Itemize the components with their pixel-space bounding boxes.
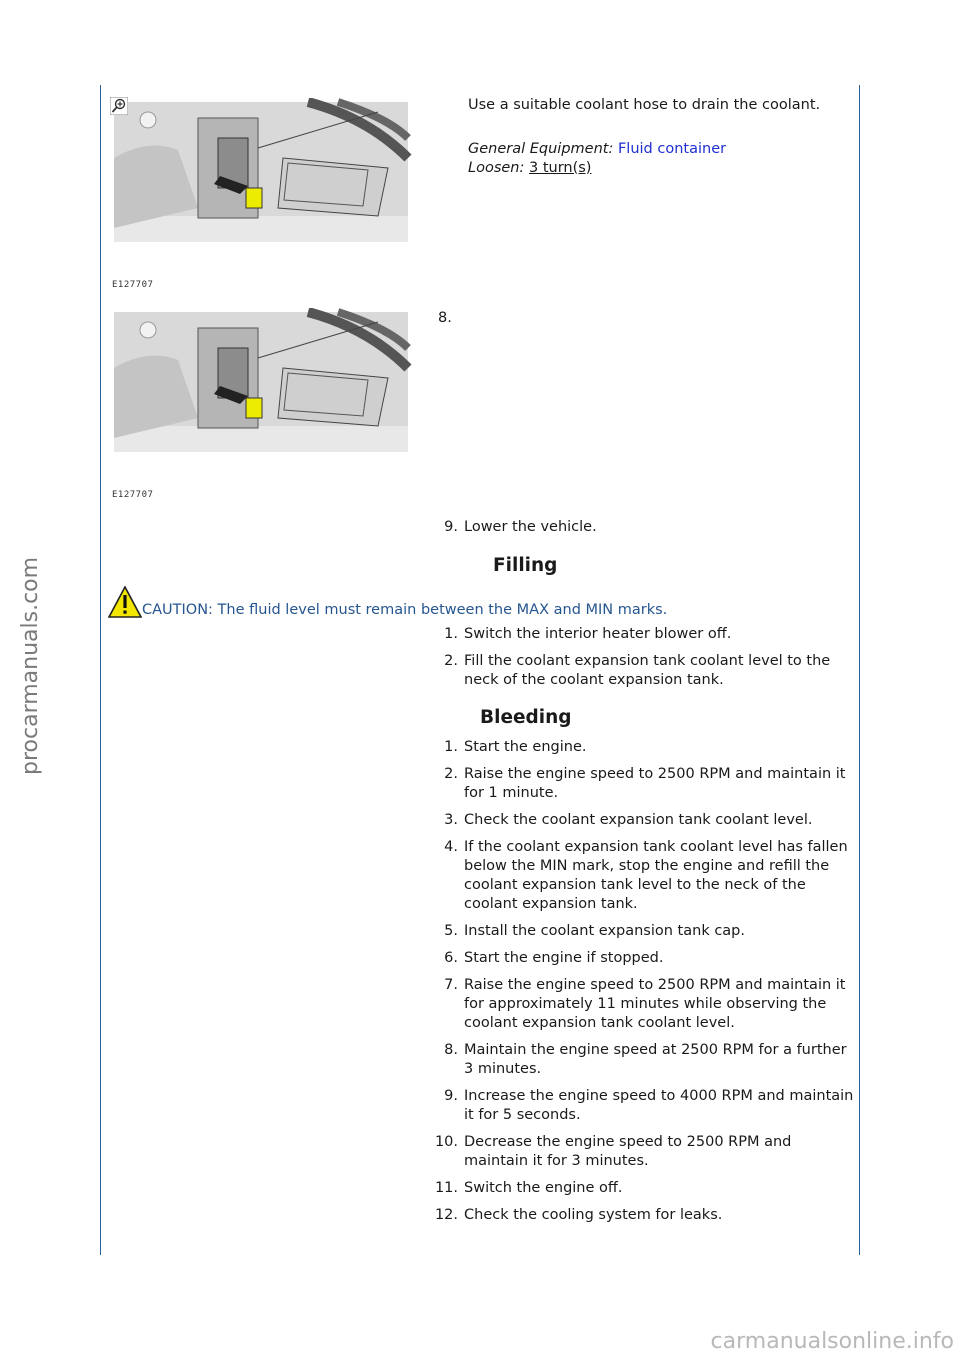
list-item [420,738,860,757]
list-item-text: Switch the engine off. [464,1180,623,1196]
list-item [420,765,860,803]
list-item-number: 2. [444,653,458,669]
caution-text: CAUTION: The fluid level must remain between the MAX and MIN marks. [142,602,668,618]
figure-1 [108,98,414,298]
figure-2 [108,308,414,508]
filling-steps [420,625,860,698]
list-item [420,1041,860,1079]
list-item-text: If the coolant expansion tank coolant level has fallen below the MIN mark, stop the engine and refill the coolant expansion tank level to the neck of the coolant expansion tank. [464,839,848,912]
list-item-text: Lower the vehicle. [464,519,597,535]
list-item-number: 1. [444,739,458,755]
list-item-number: 5. [444,923,458,939]
side-watermark-text: procarmanuals.com [18,556,43,775]
bleeding-heading: Bleeding [480,707,572,728]
list-item-number: 12. [434,1207,458,1223]
loosen-label: Loosen: [468,160,525,176]
loosen-line [468,159,858,178]
list-item-text: Maintain the engine speed at 2500 RPM for a further 3 minutes. [464,1042,847,1077]
list-item-number: 6. [444,950,458,966]
step-instruction: Use a suitable coolant hose to drain the coolant. [468,97,821,113]
figure-2-illustration [108,308,414,458]
list-item-text: Switch the interior heater blower off. [464,626,732,642]
list-item-number: 2. [444,766,458,782]
figure-1-label: E127707 [112,280,154,290]
step-8-number: 8. [438,310,452,326]
list-item-number: 9. [444,519,458,535]
list-item-text: Check the coolant expansion tank coolant level. [464,812,813,828]
list-item [420,1179,860,1198]
list-item-text: Raise the engine speed to 2500 RPM and maintain it for 1 minute. [464,766,846,801]
footer-watermark: carmanualsonline.info [710,1329,954,1354]
list-item-text: Raise the engine speed to 2500 RPM and maintain it for approximately 11 minutes while observing the coolant expansion tank coolant level. [464,977,846,1031]
list-item [420,838,860,914]
list-item-number: 11. [434,1180,458,1196]
list-item-text: Increase the engine speed to 4000 RPM and maintain it for 5 seconds. [464,1088,854,1123]
list-item [420,949,860,968]
list-item-number: 10. [434,1134,458,1150]
list-item-text: Start the engine if stopped. [464,950,664,966]
equipment-link[interactable]: Fluid container [617,141,727,157]
list-item-number: 9. [444,1088,458,1104]
equipment-label: General Equipment: [468,141,614,157]
caution-notice [108,586,828,620]
list-item-text: Start the engine. [464,739,587,755]
left-margin-rule [100,85,101,1255]
list-item-number: 7. [444,977,458,993]
list-item-number: 4. [444,839,458,855]
figure-1-illustration [108,98,414,248]
list-item-text: Fill the coolant expansion tank coolant level to the neck of the coolant expansion tank. [464,653,831,688]
list-item [420,652,860,690]
filling-heading: Filling [493,555,558,576]
bleeding-steps [420,738,860,1233]
list-item [420,1087,860,1125]
magnify-plus-icon[interactable] [110,97,128,115]
list-item [420,1133,860,1171]
list-item [420,1206,860,1225]
list-item [420,976,860,1033]
list-item-text: Install the coolant expansion tank cap. [464,923,745,939]
list-item-text: Check the cooling system for leaks. [464,1207,723,1223]
warning-triangle-icon [108,586,142,618]
list-item [420,518,860,537]
step-9 [420,518,860,537]
list-item [420,811,860,830]
equipment-line [468,140,858,159]
list-item-number: 3. [444,812,458,828]
list-item [420,922,860,941]
side-watermark [18,556,238,775]
list-item [420,625,860,644]
figure-2-label: E127707 [112,490,154,500]
list-item-number: 1. [444,626,458,642]
list-item-number: 8. [444,1042,458,1058]
list-item-text: Decrease the engine speed to 2500 RPM and maintain it for 3 minutes. [464,1134,792,1169]
loosen-value[interactable]: 3 turn(s) [528,160,592,176]
